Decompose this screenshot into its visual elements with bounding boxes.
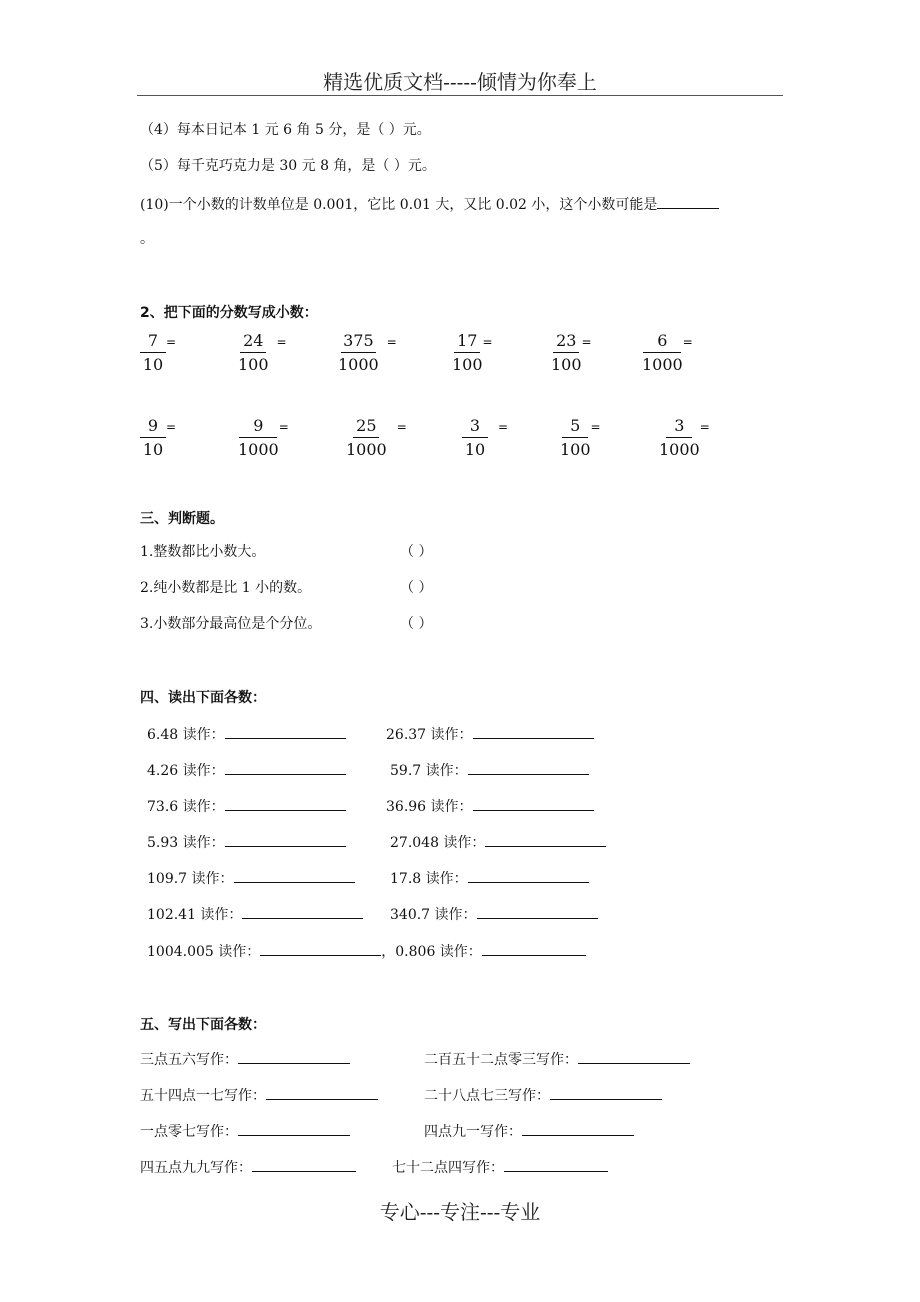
write-label: 四点九一写作： — [424, 1124, 522, 1140]
fraction-item — [140, 416, 176, 459]
answer-blank[interactable] — [504, 1157, 608, 1172]
fraction-item — [659, 416, 710, 459]
read-label: 0.806 读作： — [395, 944, 482, 960]
read-label: 26.37 读作： — [386, 727, 473, 743]
write-label: 五十四点一七写作： — [140, 1088, 266, 1104]
write-label: 七十二点四写作： — [392, 1160, 504, 1176]
write-item — [140, 1121, 350, 1141]
equals-sign: = — [278, 420, 289, 434]
write-label: 四五点九九写作： — [140, 1160, 252, 1176]
read-label: 5.93 读作： — [147, 835, 225, 851]
answer-blank[interactable] — [225, 796, 346, 811]
fraction-denominator: 1000 — [238, 440, 279, 459]
fraction-denominator: 1000 — [338, 355, 379, 374]
read-item — [390, 904, 598, 924]
equals-sign: = — [166, 335, 177, 349]
answer-blank[interactable] — [225, 832, 346, 847]
equals-sign: = — [166, 420, 177, 434]
fraction-item — [551, 331, 592, 374]
read-label: 6.48 读作： — [147, 727, 225, 743]
fraction-numerator: 7 — [140, 331, 166, 353]
read-label: 109.7 读作： — [147, 871, 234, 887]
fraction-item — [238, 331, 287, 374]
equals-sign: = — [682, 335, 693, 349]
fraction-denominator: 100 — [560, 440, 591, 459]
fraction-denominator: 1000 — [346, 440, 387, 459]
write-label: 二十八点七三写作： — [424, 1088, 550, 1104]
fraction-denominator: 100 — [551, 355, 582, 374]
fraction-denominator: 1000 — [659, 440, 700, 459]
fraction-numerator: 6 — [643, 331, 681, 353]
fraction-item — [346, 416, 407, 459]
section-4-heading: 四、读出下面各数： — [140, 690, 266, 706]
judge-bracket[interactable]: （ ） — [400, 616, 433, 632]
page-footer: 专心---专注---专业 — [379, 1200, 541, 1224]
answer-blank[interactable] — [477, 904, 598, 919]
question-item-10 — [140, 194, 719, 214]
fraction-item — [140, 331, 176, 374]
fraction-item — [238, 416, 289, 459]
fraction-denominator: 1000 — [642, 355, 683, 374]
answer-blank[interactable] — [468, 760, 589, 775]
fraction-item — [452, 331, 493, 374]
question-item-4: （4）每本日记本 1 元 6 角 5 分，是（ ）元。 — [140, 122, 431, 138]
page-header: 精选优质文档-----倾情为你奉上 — [323, 70, 597, 94]
read-label: 73.6 读作： — [147, 799, 225, 815]
fraction-item — [642, 331, 693, 374]
read-item — [386, 796, 594, 816]
judge-item-1: 1.整数都比小数大。 — [140, 544, 266, 560]
write-item — [424, 1049, 690, 1069]
answer-blank[interactable] — [225, 724, 346, 739]
equals-sign: = — [386, 335, 397, 349]
answer-blank[interactable] — [252, 1157, 356, 1172]
read-label: 4.26 读作： — [147, 763, 225, 779]
question-item-10-tail: 。 — [140, 231, 154, 247]
write-item — [140, 1085, 378, 1105]
equals-sign: = — [590, 420, 601, 434]
read-label: 340.7 读作： — [390, 907, 477, 923]
fraction-numerator: 25 — [353, 416, 379, 438]
read-label: 59.7 读作： — [390, 763, 468, 779]
read-label: 1004.005 读作： — [147, 944, 261, 960]
question-item-10-text: (10)一个小数的计数单位是 0.001，它比 0.01 大，又比 0.02 小，这个小数可能是 — [140, 197, 658, 213]
fraction-numerator: 3 — [462, 416, 488, 438]
answer-blank[interactable] — [225, 760, 346, 775]
fraction-item — [338, 331, 397, 374]
header-divider — [137, 95, 783, 96]
fraction-numerator: 9 — [140, 416, 166, 438]
answer-blank[interactable] — [578, 1049, 690, 1064]
read-item — [390, 760, 589, 780]
judge-bracket[interactable]: （ ） — [400, 580, 433, 596]
read-label: 36.96 读作： — [386, 799, 473, 815]
read-label: 27.048 读作： — [390, 835, 486, 851]
answer-blank[interactable] — [260, 941, 381, 956]
read-label: 102.41 读作： — [147, 907, 243, 923]
read-item — [147, 868, 355, 888]
fraction-numerator: 24 — [240, 331, 266, 353]
read-item — [390, 832, 606, 852]
question-item-5: （5）每千克巧克力是 30 元 8 角，是（ ）元。 — [140, 158, 436, 174]
write-item — [424, 1121, 634, 1141]
answer-blank[interactable] — [242, 904, 363, 919]
read-item — [147, 832, 346, 852]
read-item — [390, 868, 589, 888]
judge-bracket[interactable]: （ ） — [400, 544, 433, 560]
read-label: 17.8 读作： — [390, 871, 468, 887]
answer-blank[interactable] — [234, 868, 355, 883]
equals-sign: = — [482, 335, 493, 349]
section-5-heading: 五、写出下面各数： — [140, 1017, 266, 1033]
read-item — [147, 796, 346, 816]
fraction-denominator: 10 — [464, 440, 486, 459]
equals-sign: = — [276, 335, 287, 349]
answer-blank[interactable] — [657, 194, 719, 209]
read-item — [147, 760, 346, 780]
fraction-numerator: 375 — [341, 331, 376, 353]
write-item — [140, 1049, 350, 1069]
read-item — [386, 724, 594, 744]
answer-blank[interactable] — [485, 832, 606, 847]
fraction-numerator: 23 — [553, 331, 579, 353]
answer-blank[interactable] — [522, 1121, 634, 1136]
write-item — [424, 1085, 662, 1105]
answer-blank[interactable] — [473, 724, 594, 739]
write-label: 一点零七写作： — [140, 1124, 238, 1140]
write-item — [392, 1157, 608, 1177]
write-label: 二百五十二点零三写作： — [424, 1052, 578, 1068]
fraction-item — [462, 416, 508, 459]
answer-blank[interactable] — [473, 796, 594, 811]
equals-sign: = — [498, 420, 509, 434]
answer-blank[interactable] — [468, 868, 589, 883]
fraction-numerator: 5 — [562, 416, 588, 438]
answer-blank[interactable] — [238, 1049, 350, 1064]
fraction-denominator: 100 — [452, 355, 483, 374]
fraction-denominator: 10 — [142, 440, 164, 459]
fraction-denominator: 100 — [238, 355, 269, 374]
write-item — [140, 1157, 356, 1177]
fraction-numerator: 3 — [666, 416, 692, 438]
answer-blank[interactable] — [482, 941, 586, 956]
judge-item-3: 3.小数部分最高位是个分位。 — [140, 616, 322, 632]
fraction-denominator: 10 — [142, 355, 164, 374]
fraction-item — [560, 416, 601, 459]
answer-blank[interactable] — [550, 1085, 662, 1100]
read-item — [147, 904, 363, 924]
separator-comma: ， — [381, 944, 396, 960]
fraction-numerator: 17 — [454, 331, 480, 353]
write-label: 三点五六写作： — [140, 1052, 238, 1068]
read-item — [147, 724, 346, 744]
answer-blank[interactable] — [266, 1085, 378, 1100]
answer-blank[interactable] — [238, 1121, 350, 1136]
section-2-heading: 2、把下面的分数写成小数： — [140, 305, 318, 321]
fraction-numerator: 9 — [239, 416, 277, 438]
equals-sign: = — [581, 335, 592, 349]
judge-item-2: 2.纯小数都是比 1 小的数。 — [140, 580, 312, 596]
section-3-heading: 三、判断题。 — [140, 511, 224, 527]
equals-sign: = — [699, 420, 710, 434]
equals-sign: = — [396, 420, 407, 434]
read-item-last — [147, 941, 586, 961]
